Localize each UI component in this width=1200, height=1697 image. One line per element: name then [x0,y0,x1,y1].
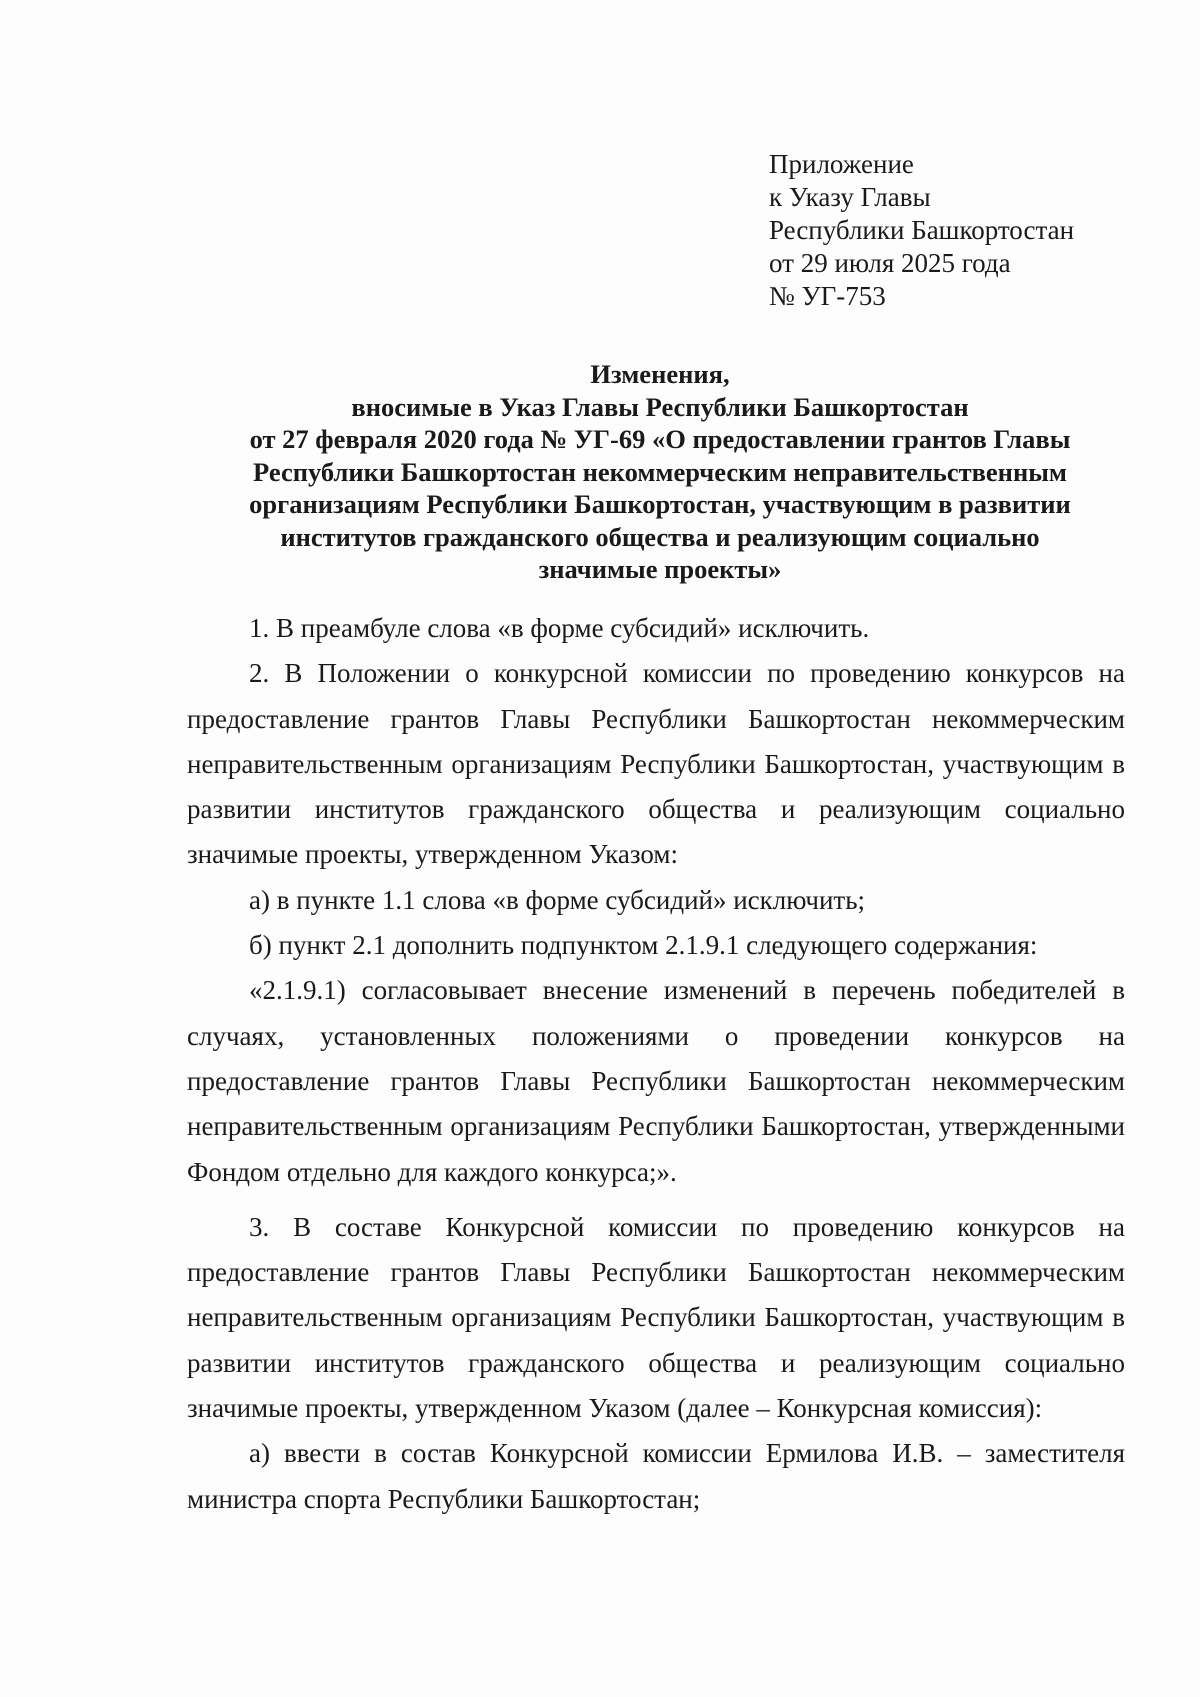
appendix-line: № УГ-753 [769,281,886,311]
document-body [187,606,1125,1522]
title-line: Республики Башкортостан некоммерческим неправительственным [253,456,1067,487]
paragraph-item-2: 2. В Положении о конкурсной комиссии по проведению конкурсов на предоставление грантов Главы Республики Башкортостан некоммерческим неправительственным организациям Республики Башкортостан, участвующим в развитии институтов гражданского общества и реализующим социально значимые проекты, утвержденном Указом: [187,658,1125,870]
title-line: значимые проекты» [538,554,782,584]
paragraph-item-3: 3. В составе Конкурсной комиссии по проведению конкурсов на предоставление грантов Главы Республики Башкортостан некоммерческим неправительственным организациям Республики Башкортостан, участвующим в развитии институтов гражданского общества и реализующим социально значимые проекты, утвержденном Указом (далее – Конкурсная комиссия): [187,1211,1125,1424]
title-line: институтов гражданского общества и реализующим социально [280,521,1040,552]
title-line: от 27 февраля 2020 года № УГ-69 «О предоставлении грантов Главы [249,424,1071,454]
paragraph-item-1: 1. В преамбуле слова «в форме субсидий» исключить. [249,613,870,643]
appendix-line: к Указу Главы [769,182,931,212]
appendix-header [769,148,1074,313]
title-line: Изменения, [590,359,730,389]
paragraph-item-2a: а) в пункте 1.1 слова «в форме субсидий» исключить; [249,884,866,915]
title-line: организациям Республики Башкортостан, участвующим в развитии [249,489,1071,519]
title-line: вносимые в Указ Главы Республики Башкортостан [351,391,969,422]
appendix-line: Приложение [769,149,914,179]
appendix-line: Республики Башкортостан [769,215,1075,245]
document-title [200,358,1120,586]
paragraph-quote-2-1-9-1: «2.1.9.1) согласовывает внесение изменений в перечень победителей в случаях, установленных положениями о проведении конкурсов на предоставление грантов Главы Республики Башкортостан некоммерческим неправительственным организациям Республики Башкортостан, утвержденными Фондом отдельно для каждого конкурса;». [187,975,1125,1187]
appendix-line: от 29 июля 2025 года [769,248,1011,278]
paragraph-item-3a: а) ввести в состав Конкурсной комиссии Ермилова И.В. – заместителя министра спорта Республики Башкортостан; [187,1438,1125,1514]
paragraph-item-2b: б) пункт 2.1 дополнить подпунктом 2.1.9.1 следующего содержания: [249,930,1038,961]
